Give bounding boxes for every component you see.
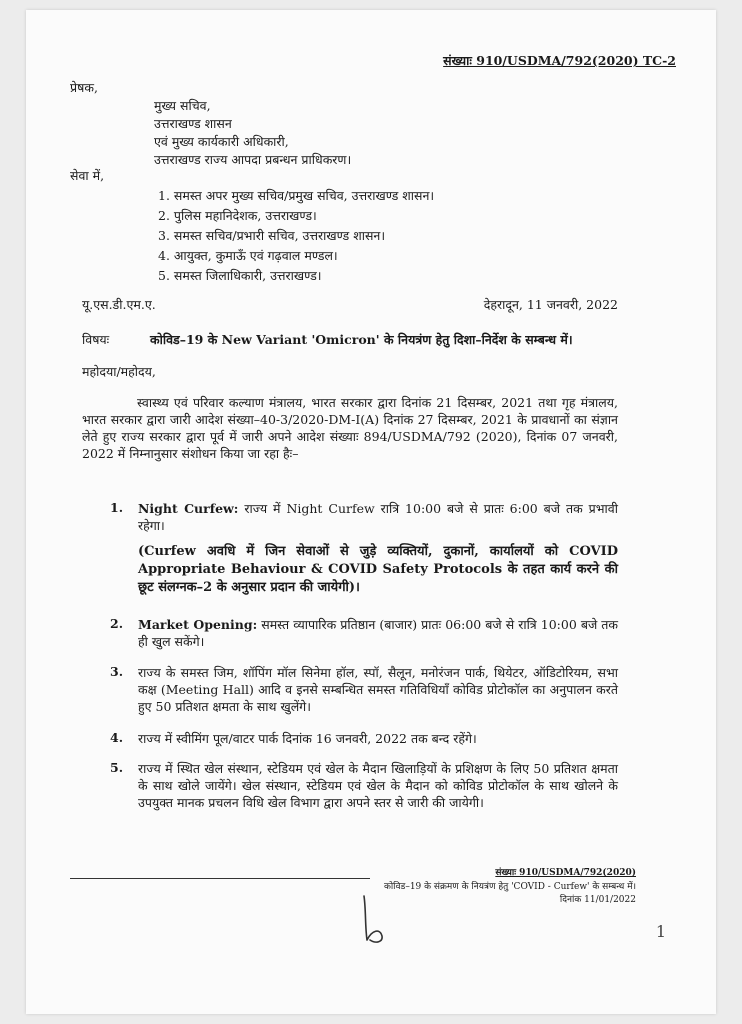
recipient-item: 1. समस्त अपर मुख्य सचिव/प्रमुख सचिव, उत्तराखण्ड शासन। [158,188,435,203]
list-item [138,616,618,650]
item-number: 1. [110,500,124,515]
item-text: राज्य के समस्त जिम, शॉपिंग मॉल सिनेमा हॉल, स्पॉ, सैलून, मनोरंजन पार्क, थियेटर, ऑडिटोरियम, सभा कक्ष (Meeting Hall) आदि व इनसे सम्बन्धित समस्त गतिविधियाँ कोविड प्रोटोकॉल का अनुपालन करते हुए 50 प्रतिशत क्षमता के साथ खुलेंगे। [138,665,618,714]
footer-subject: कोविड–19 के संक्रमण के नियत्रंण हेतु 'COVID - Curfew' के सम्बन्ध में। [383,882,636,892]
sender-line: एवं मुख्य कार्यकारी अधिकारी, [154,134,289,149]
item-text: राज्य में स्वीमिंग पूल/वाटर पार्क दिनांक 16 जनवरी, 2022 तक बन्द रहेंगे। [138,731,477,746]
footer-reference: संख्याः 910/USDMA/792(2020) [495,868,636,878]
intro-paragraph: स्वास्थ्य एवं परिवार कल्याण मंत्रालय, भारत सरकार द्वारा दिनांक 21 दिसम्बर, 2021 तथा गृह मंत्रालय, भारत सरकार द्वारा जारी आदेश संख्या–40-3/2020-DM-I(A) दिनांक 27 दिसम्बर, 2021 के प्रावधानों का संज्ञान लेते हुए राज्य सरकार द्वारा पूर्व में जारी अपने आदेश संख्याः 894/USDMA/792 (2020), दिनांक 07 जनवरी, 2022 में निम्नानुसार संशोधन किया जा रहा हैः– [82,395,618,461]
list-item [138,730,618,747]
recipient-item: 4. आयुक्त, कुमाऊँ एवं गढ़वाल मण्डल। [158,248,338,263]
curfew-note: (Curfew अवधि में जिन सेवाओं से जुड़े व्यक्तियों, दुकानों, कार्यालयों को COVID Appropriate Behaviour & COVID Safety Protocols के तहत कार्य करने की छूट संलग्नक–2 के अनुसार प्रदान की जायेगी)। [138,544,618,595]
list-item [138,500,618,534]
recipient-item: 5. समस्त जिलाधिकारी, उत्तराखण्ड। [158,268,322,283]
subject-text: कोविड–19 के New Variant 'Omicron' के नियत्रंण हेतु दिशा–निर्देश के सम्बन्ध में। [150,332,573,347]
reference-number: संख्याः 910/USDMA/792(2020) TC-2 [443,53,676,68]
item-text: राज्य में स्थित खेल संस्थान, स्टेडियम एवं खेल के मैदान खिलाड़ियों के प्रशिक्षण के लिए 50 प्रतिशत क्षमता के साथ खोले जायेंगे। खेल संस्थान, स्टेडियम एवं खेल के मैदान को कोविड प्रोटोकॉल के साथ खोलने के उपयुक्त मानक प्रचलन विधि खेल विभाग द्वारा अपने स्तर से जारी की जायेगी। [138,761,618,810]
page-number: 1 [655,922,666,941]
sender-line: उत्तराखण्ड राज्य आपदा प्रबन्धन प्राधिकरण। [154,152,352,167]
sender-line: उत्तराखण्ड शासन [154,116,232,131]
subject-label: विषयः [82,332,110,347]
place-date: देहरादून, 11 जनवरी, 2022 [483,297,618,312]
item-number: 2. [110,616,124,631]
sender-label: प्रेषक, [70,80,98,95]
list-item [138,760,618,811]
salutation: महोदया/महोदय, [82,364,156,379]
item-text: राज्य में Night Curfew रात्रि 10:00 बजे से प्रातः 6:00 बजे तक प्रभावी रहेगा। [138,501,618,533]
recipient-item: 3. समस्त सचिव/प्रभारी सचिव, उत्तराखण्ड शासन। [158,228,386,243]
footer-date: दिनांक 11/01/2022 [559,895,636,905]
list-item [138,664,618,715]
item-heading: Market Opening: [138,617,258,632]
item-number: 5. [110,760,124,775]
letter-page [26,10,716,1014]
sender-line: मुख्य सचिव, [154,98,211,113]
item-number: 3. [110,664,124,679]
department-code: यू.एस.डी.एम.ए. [82,297,156,312]
item-heading: Night Curfew: [138,501,239,516]
signature-mark [356,890,396,950]
recipient-item: 2. पुलिस महानिदेशक, उत्तराखण्ड। [158,208,317,223]
footer-divider [70,878,370,879]
recipient-label: सेवा में, [70,168,105,183]
item-text: समस्त व्यापारिक प्रतिष्ठान (बाजार) प्रातः 06:00 बजे से रात्रि 10:00 बजे तक ही खुल सकेंगे। [138,617,618,649]
item-number: 4. [110,730,124,745]
